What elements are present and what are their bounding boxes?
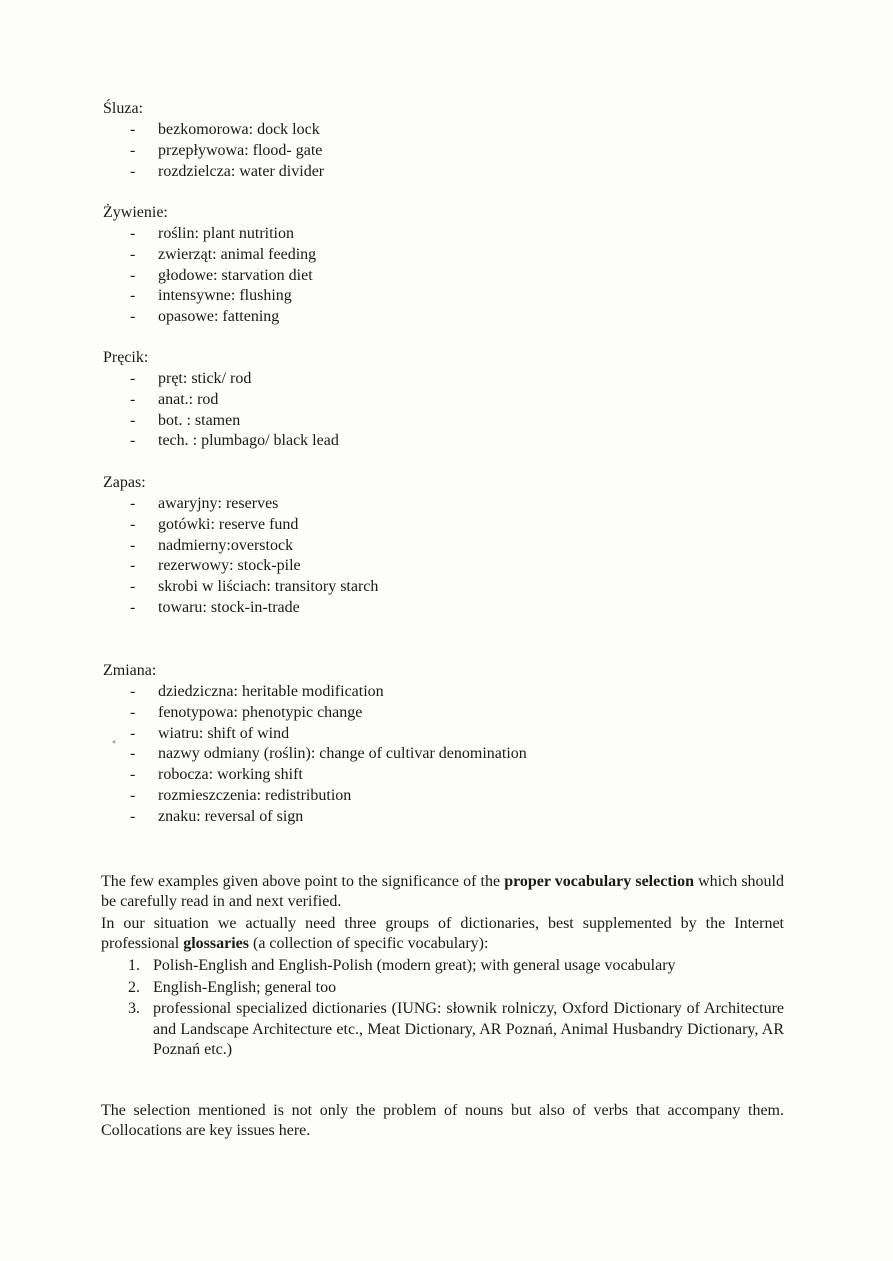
term-list <box>103 682 803 828</box>
paragraph-text: which should be carefully read in and next verified. <box>101 873 784 910</box>
list-number: 1. <box>128 957 140 974</box>
section-precik <box>103 347 803 452</box>
list-item <box>101 956 784 977</box>
list-text: professional specialized dictionaries (IUNG: słownik rolniczy, Oxford Dictionary of Architecture and Landscape Architecture etc., Meat Dictionary, AR Poznań, Animal Husbandry Dictionary, AR Poznań etc.) <box>153 1000 784 1058</box>
list-item: - dziedziczna: heritable modification <box>103 682 803 703</box>
list-item: - rozdzielcza: water divider <box>103 162 803 183</box>
section-sluza <box>103 98 803 182</box>
list-item: - awaryjny: reserves <box>103 494 803 515</box>
list-item: - roślin: plant nutrition <box>103 224 803 245</box>
list-text: English-English; general too <box>153 978 337 996</box>
section-heading: Żywienie: <box>103 204 168 221</box>
list-item: - pręt: stick/ rod <box>103 369 803 390</box>
list-item: - bot. : stamen <box>103 411 803 432</box>
paragraph-vocabulary-selection <box>101 872 784 912</box>
list-item: - anat.: rod <box>103 390 803 411</box>
list-item: - intensywne: flushing <box>103 286 803 307</box>
list-item: - robocza: working shift <box>103 765 803 786</box>
emphasis-text: proper vocabulary selection <box>504 873 695 890</box>
list-item: - wiatru: shift of wind <box>103 724 803 745</box>
term-list <box>103 369 803 452</box>
emphasis-text: glossaries <box>183 935 249 952</box>
paragraph-collocations: The selection mentioned is not only the problem of nouns but also of verbs that accompany them. Collocations are key issues here. <box>101 1102 784 1139</box>
list-item: - fenotypowa: phenotypic change <box>103 703 803 724</box>
list-item: - przepływowa: flood- gate <box>103 141 803 162</box>
paragraph-text: (a collection of specific vocabulary): <box>248 935 489 952</box>
section-zapas <box>103 472 803 619</box>
list-item: - bezkomorowa: dock lock <box>103 120 803 141</box>
term-list <box>103 120 803 182</box>
paragraph-dictionaries <box>101 914 784 954</box>
list-text: Polish-English and English-Polish (modern great); with general usage vocabulary <box>153 957 676 974</box>
list-item: - skrobi w liściach: transitory starch <box>103 577 803 598</box>
list-item: - opasowe: fattening <box>103 307 803 328</box>
list-item: - głodowe: starvation diet <box>103 266 803 287</box>
list-item: - nazwy odmiany (roślin): change of cultivar denomination <box>103 744 803 765</box>
paragraph-text: The few examples given above point to the significance of the <box>101 873 505 890</box>
section-zmiana <box>103 660 803 828</box>
section-heading: Śluza: <box>103 100 143 117</box>
list-number: 2. <box>128 978 140 996</box>
dictionary-list <box>101 956 784 1062</box>
section-heading: Zmiana: <box>103 662 157 679</box>
term-list <box>103 494 803 619</box>
section-heading: Pręcik: <box>103 349 149 366</box>
list-item: - znaku: reversal of sign <box>103 807 803 828</box>
list-item: - tech. : plumbago/ black lead <box>103 431 803 452</box>
section-heading: Zapas: <box>103 474 146 491</box>
list-number: 3. <box>128 1000 140 1017</box>
list-item: - towaru: stock-in-trade <box>103 598 803 619</box>
list-item: - zwierząt: animal feeding <box>103 245 803 266</box>
term-list <box>103 224 803 328</box>
list-item <box>101 999 784 1061</box>
section-zywienie <box>103 202 803 328</box>
list-item: - nadmierny:overstock <box>103 536 803 557</box>
list-item: - gotówki: reserve fund <box>103 515 803 536</box>
list-item: - rezerwowy: stock-pile <box>103 556 803 577</box>
stray-mark: « <box>112 737 116 746</box>
list-item <box>101 978 784 999</box>
paragraph-text: In our situation we actually need three groups of dictionaries, best supplemented by the Internet professional <box>101 915 784 952</box>
list-item: - rozmieszczenia: redistribution <box>103 786 803 807</box>
